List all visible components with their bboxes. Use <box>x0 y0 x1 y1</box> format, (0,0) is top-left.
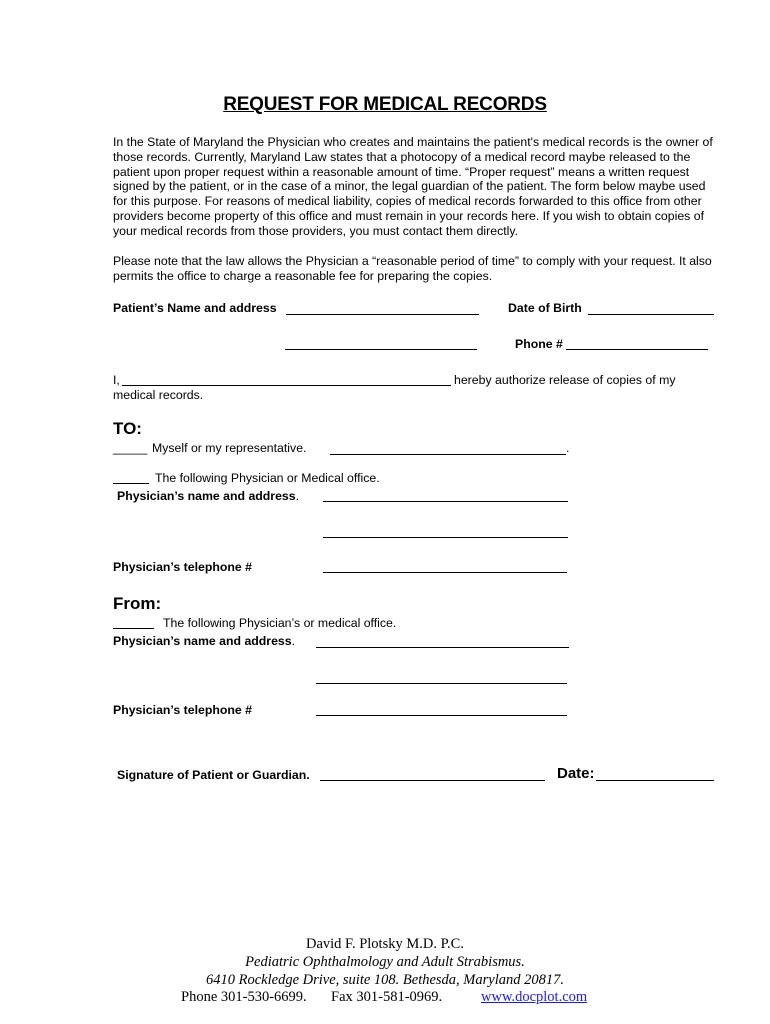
from-option-blank[interactable] <box>113 628 154 629</box>
footer-address: 6410 Rockledge Drive, suite 108. Bethesda, Maryland 20817. <box>206 972 564 988</box>
footer-fax: Fax 301-581-0969. <box>331 989 443 1005</box>
authorize-prefix: I, <box>113 373 120 387</box>
footer-name: David F. Plotsky M.D. P.C. <box>306 936 464 952</box>
authorize-name-line[interactable] <box>122 385 451 386</box>
phone-label: Phone # <box>515 337 563 351</box>
from-physician-address-line[interactable] <box>316 683 567 684</box>
to-physician-name-label: Physician’s name and address. <box>117 489 300 503</box>
footer-website-link[interactable]: www.docplot.com <box>481 989 588 1005</box>
page-title: REQUEST FOR MEDICAL RECORDS <box>223 94 547 115</box>
signature-line[interactable] <box>320 780 545 781</box>
from-physician-tel-label: Physician’s telephone # <box>113 703 252 717</box>
to-physician-address-line[interactable] <box>323 537 568 538</box>
date-label: Date: <box>557 765 595 782</box>
to-physician-tel-label: Physician’s telephone # <box>113 560 252 574</box>
dob-line[interactable] <box>588 314 714 315</box>
footer-specialty: Pediatric Ophthalmology and Adult Strabismus. <box>245 954 525 970</box>
authorize-line2: medical records. <box>113 388 204 402</box>
signature-label: Signature of Patient or Guardian. <box>117 768 310 782</box>
footer-phone: Phone 301-530-6699. <box>181 989 307 1005</box>
to-option1-end: . <box>566 441 570 455</box>
to-option2-blank[interactable] <box>113 483 149 484</box>
from-physician-tel-line[interactable] <box>316 715 567 716</box>
to-physician-name-line[interactable] <box>323 501 568 502</box>
to-option2-text: The following Physician or Medical office. <box>155 471 380 485</box>
intro-paragraph: In the State of Maryland the Physician who creates and maintains the patient's medical records is the owner of those records. Currently, Maryland Law states that a photocopy of a medical record maybe released to the patient upon proper request within a reasonable amount of time. “Proper request” means a written request signed by the patient, or in the case of a minor, the legal guardian of the patient. The form below maybe used for this purpose. For reasons of medical liability, copies of medical records forwarded to this office from other providers become property of this office and must remain in your records here. If you wish to obtain copies of your medical records from those providers, you must contact them directly. <box>113 135 713 238</box>
to-option1-line[interactable] <box>330 454 566 455</box>
date-line[interactable] <box>596 780 714 781</box>
to-option1-text: Myself or my representative. <box>152 441 307 455</box>
to-heading: TO: <box>113 419 142 438</box>
from-physician-name-label: Physician’s name and address. <box>113 634 296 648</box>
authorize-suffix: hereby authorize release of copies of my <box>454 373 676 387</box>
patient-name-label: Patient’s Name and address <box>113 301 277 315</box>
to-physician-tel-line[interactable] <box>323 572 567 573</box>
to-option1-blank[interactable]: _____ <box>113 441 148 455</box>
from-heading: From: <box>113 594 162 613</box>
phone-line[interactable] <box>566 349 708 350</box>
dob-label: Date of Birth <box>508 301 582 315</box>
from-option-text: The following Physician’s or medical office. <box>163 616 397 630</box>
from-physician-name-line[interactable] <box>316 647 569 648</box>
patient-name-line[interactable] <box>286 314 479 315</box>
note-paragraph: Please note that the law allows the Physician a “reasonable period of time” to comply with your request. It also permits the office to charge a reasonable fee for preparing the copies. <box>113 254 712 283</box>
patient-address-line[interactable] <box>285 349 477 350</box>
